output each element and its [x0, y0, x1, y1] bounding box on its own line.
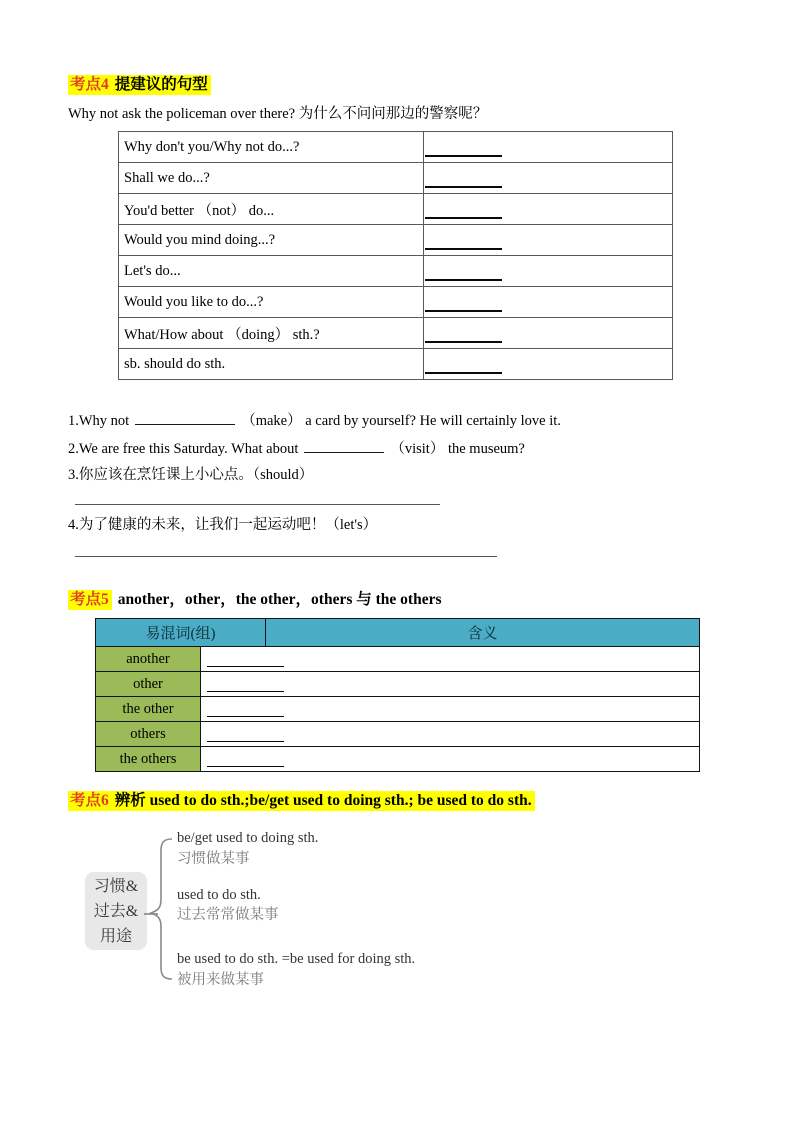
table-row — [119, 318, 673, 349]
section4-title: 提建议的句型 — [114, 76, 208, 93]
table-row — [95, 697, 700, 722]
answer-blank — [425, 372, 502, 374]
diagram-box — [85, 872, 147, 950]
table-row — [119, 225, 673, 256]
exercise-text: 1.Why not — [68, 413, 130, 429]
usage-phrase-en: be used to do sth. =be used for doing sth. — [177, 951, 416, 967]
answer-blank — [425, 341, 502, 343]
answer-cell — [424, 194, 673, 225]
exercise-text: （make） a card by yourself? He will certainly love it. — [241, 413, 561, 429]
table-row — [119, 349, 673, 380]
table-row — [119, 163, 673, 194]
section5-tag: 考点5 — [70, 591, 109, 608]
word-cell: other — [96, 672, 201, 696]
section6-tag: 考点6 — [70, 792, 109, 809]
usage-phrase-zh: 习惯做某事 — [177, 851, 250, 867]
suggestion-patterns-table — [118, 131, 673, 380]
table-row — [95, 722, 700, 747]
meaning-blank — [207, 666, 284, 667]
pattern-cell: Would you mind doing...? — [119, 225, 424, 256]
pattern-cell: sb. should do sth. — [119, 349, 424, 380]
answer-blank — [425, 186, 502, 188]
section6-title: 辨析 used to do sth.;be/get used to doing sth.; be used to do sth. — [114, 792, 532, 809]
section6-heading — [68, 791, 535, 811]
exercise-line-1 — [68, 411, 561, 430]
word-cell: another — [96, 647, 201, 671]
answer-cell — [424, 163, 673, 194]
table-row — [119, 287, 673, 318]
table-row — [119, 194, 673, 225]
meaning-blank — [207, 741, 284, 742]
table-row — [119, 256, 673, 287]
section5-heading — [68, 590, 441, 610]
meaning-cell — [201, 647, 699, 671]
diagram-box-line: 过去& — [93, 902, 139, 920]
meaning-cell — [201, 722, 699, 746]
word-cell: the others — [96, 747, 201, 771]
answer-cell — [424, 349, 673, 380]
answer-cell — [424, 132, 673, 163]
word-cell: others — [96, 722, 201, 746]
diagram-box-line: 习惯& — [93, 877, 139, 895]
left-brace-icon — [148, 838, 174, 980]
answer-blank — [425, 155, 502, 157]
answer-blank — [425, 310, 502, 312]
pattern-cell: What/How about （doing） sth.? — [119, 318, 424, 349]
header-word-cell: 易混词(组) — [96, 619, 266, 646]
meaning-cell — [201, 672, 699, 696]
answer-blank — [425, 279, 502, 281]
meaning-blank — [207, 766, 284, 767]
usage-phrase-zh: 过去常常做某事 — [177, 907, 279, 923]
usage-phrase-en: used to do sth. — [177, 887, 261, 903]
section4-heading — [68, 75, 211, 95]
usage-phrase-zh: 被用来做某事 — [177, 972, 264, 988]
usage-phrase-en: be/get used to doing sth. — [177, 830, 319, 846]
answer-blank — [425, 217, 502, 219]
pattern-cell: Would you like to do...? — [119, 287, 424, 318]
pattern-cell: Why don't you/Why not do...? — [119, 132, 424, 163]
pattern-cell: You'd better （not） do... — [119, 194, 424, 225]
meaning-blank — [207, 691, 284, 692]
diagram-box-line: 用途 — [99, 927, 132, 945]
exercise-line-3: 3.你应该在烹饪课上小心点。（should） — [68, 467, 314, 483]
pattern-cell: Shall we do...? — [119, 163, 424, 194]
table-row — [95, 647, 700, 672]
exercise-blank — [135, 411, 235, 425]
answer-underline — [75, 556, 497, 557]
answer-underline — [75, 504, 440, 505]
answer-cell — [424, 287, 673, 318]
exercise-line-4: 4.为了健康的未来，让我们一起运动吧！（let's） — [68, 517, 378, 533]
section4-tag: 考点4 — [70, 76, 109, 93]
exercise-line-2 — [68, 439, 525, 458]
answer-cell — [424, 318, 673, 349]
meaning-cell — [201, 697, 699, 721]
header-meaning-cell: 含义 — [467, 626, 498, 642]
table-row — [95, 672, 700, 697]
answer-blank — [425, 248, 502, 250]
table-row — [95, 747, 700, 772]
section4-intro: Why not ask the policeman over there? 为什么不问问那边的警察呢？ — [68, 106, 488, 122]
word-cell: the other — [96, 697, 201, 721]
exercise-text: 2.We are free this Saturday. What about — [68, 441, 299, 457]
pattern-cell: Let's do... — [119, 256, 424, 287]
meaning-cell — [201, 747, 699, 771]
exercise-blank — [304, 439, 384, 453]
meaning-blank — [207, 716, 284, 717]
table-header-row — [95, 618, 700, 647]
section5-title: another，other，the other，others 与 the others — [117, 591, 442, 608]
table-row — [119, 132, 673, 163]
confusable-words-table — [95, 618, 700, 772]
exercise-text: （visit） the museum? — [390, 441, 525, 457]
answer-cell — [424, 225, 673, 256]
answer-cell — [424, 256, 673, 287]
